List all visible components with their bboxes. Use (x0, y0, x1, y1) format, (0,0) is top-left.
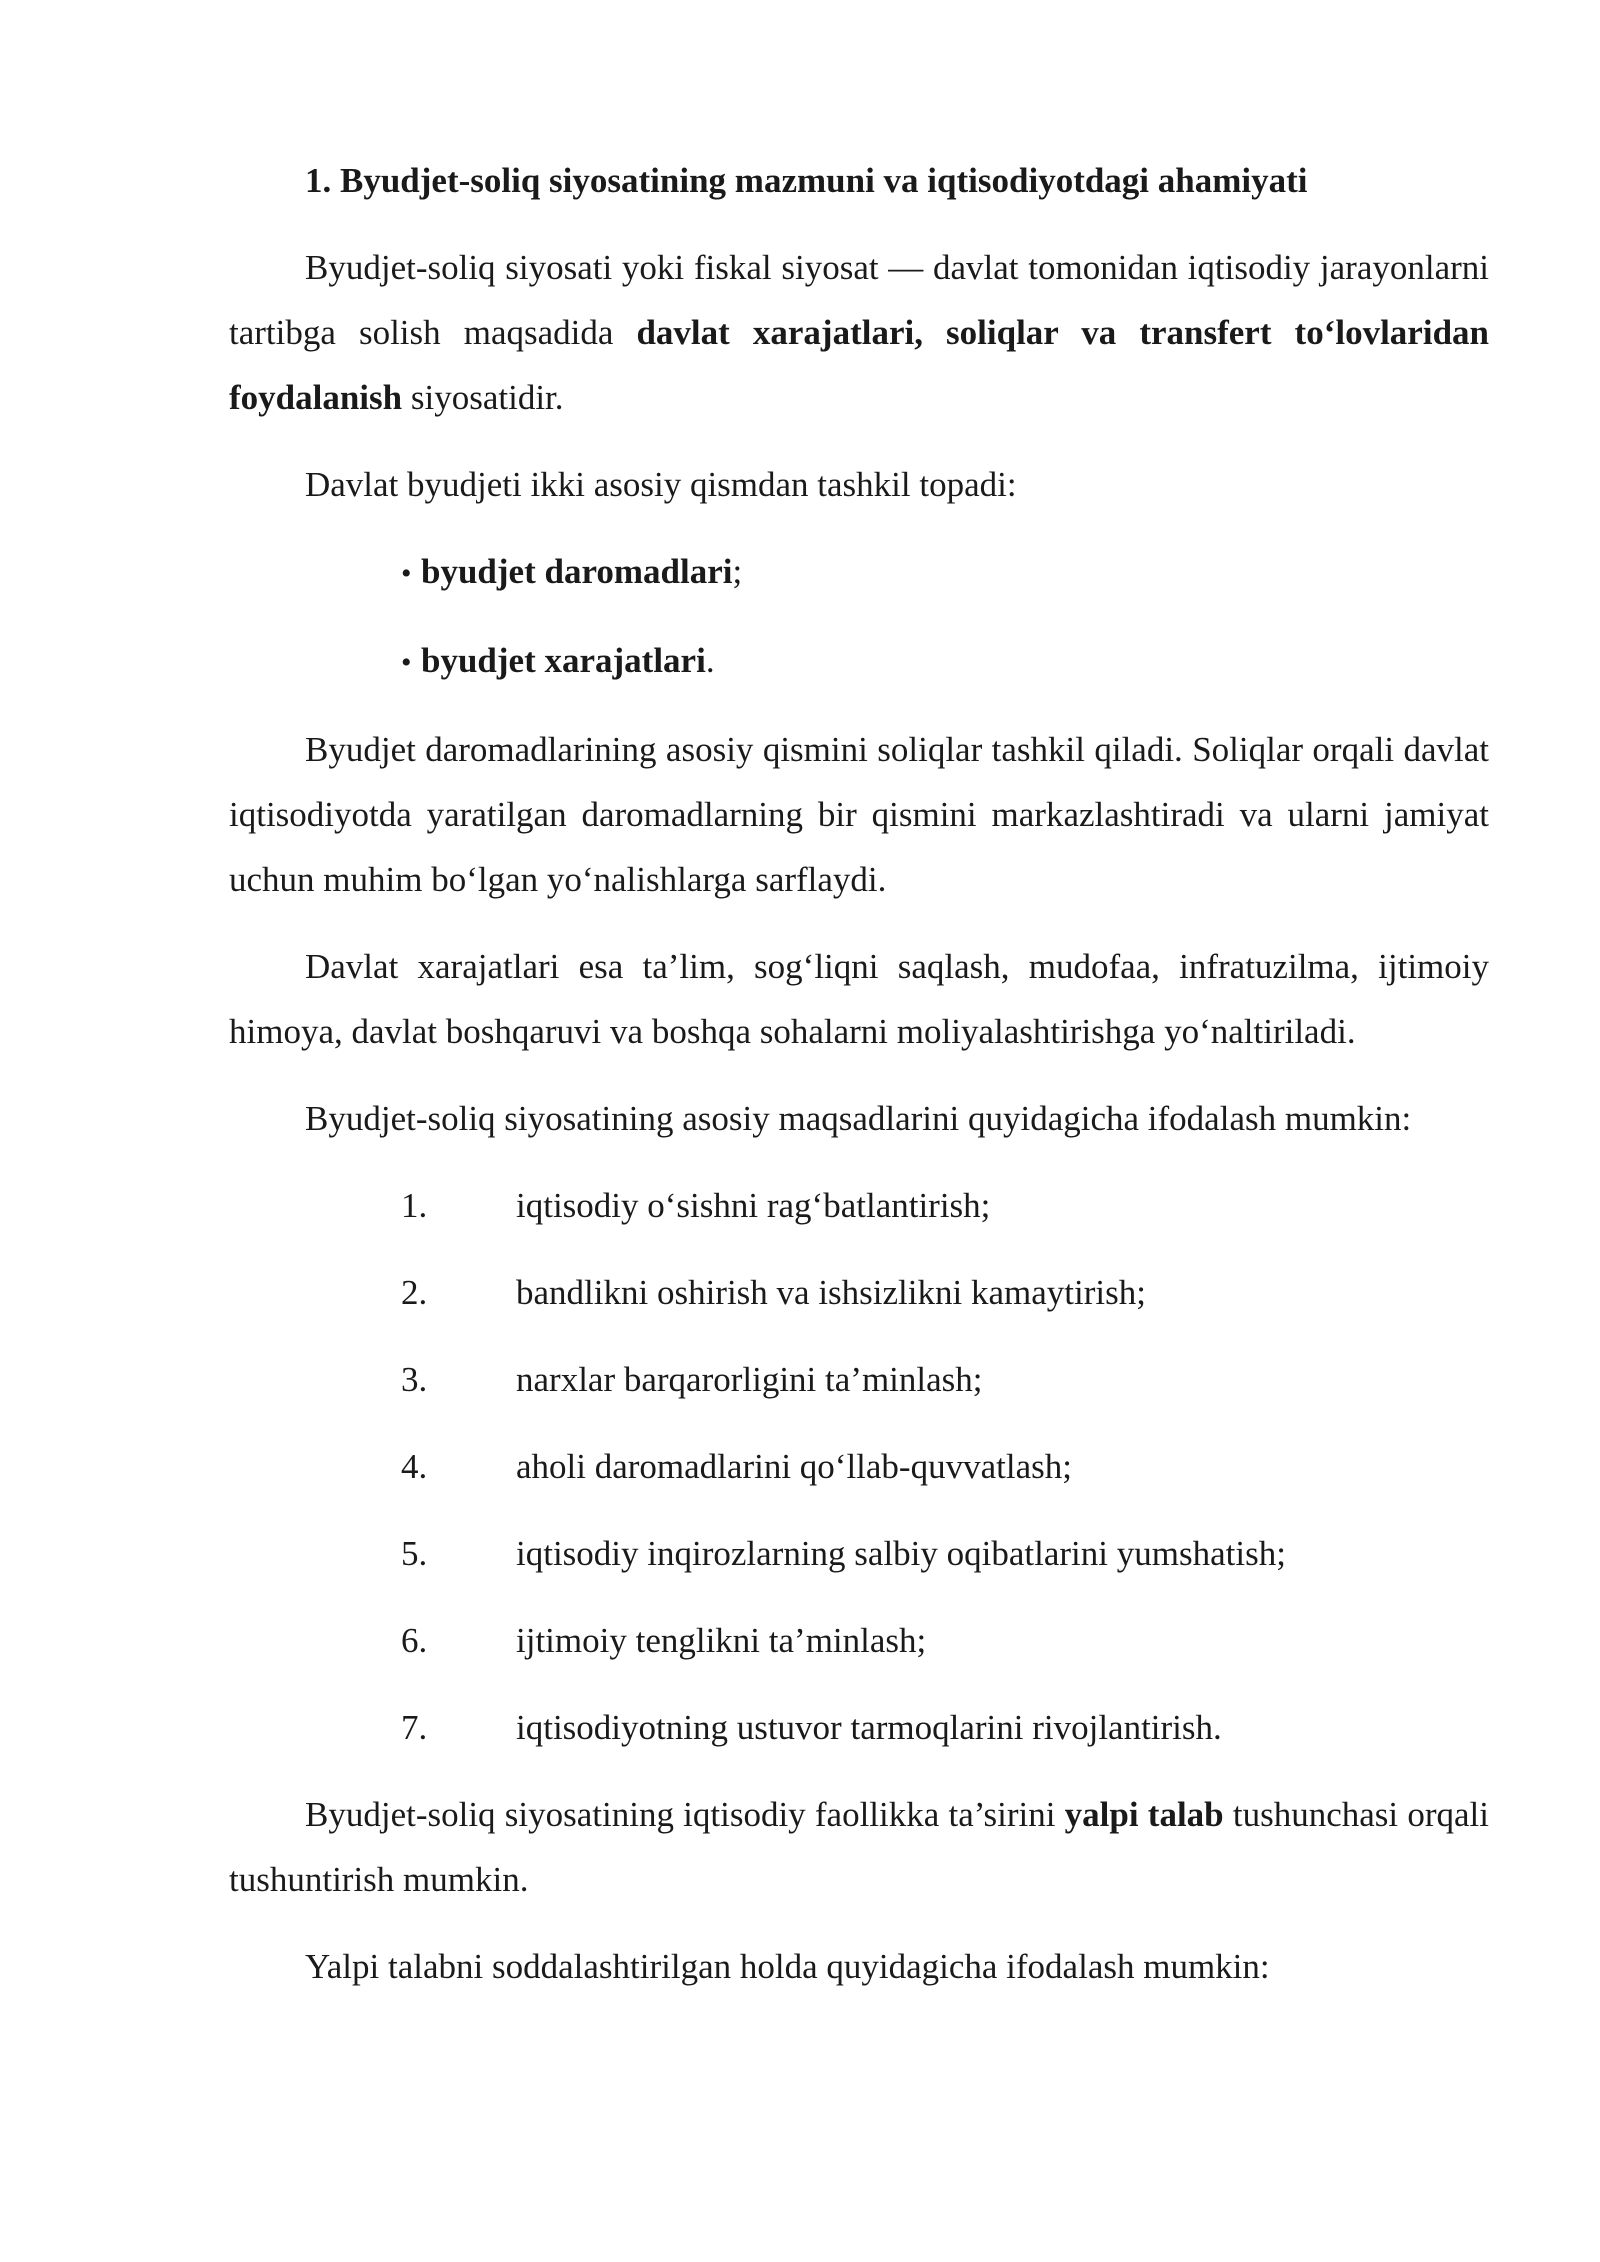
paragraph-aggregate-demand (229, 1782, 1489, 1912)
list-item (229, 1260, 1489, 1325)
paragraph-aggregate-demand-formula-intro: Yalpi talabni soddalashtirilgan holda quyidagicha ifodalash mumkin: (305, 1947, 1270, 1986)
list-item-number: 3. (401, 1360, 428, 1399)
bullet-icon: • (401, 646, 412, 679)
list-item-text: narxlar barqarorligini ta’minlash; (516, 1360, 983, 1399)
paragraph-goals-intro: Byudjet-soliq siyosatining asosiy maqsadlarini quyidagicha ifodalash mumkin: (305, 1099, 1412, 1138)
paragraph-state-expenditures: Davlat xarajatlari esa ta’lim, sog‘liqni saqlash, mudofaa, infratuzilma, ijtimoiy himoya, davlat boshqaruvi va boshqa sohalarni moliyalashtirishga yo‘naltiriladi. (229, 947, 1489, 1051)
paragraph-text: tushunchasi orqali tushuntirish mumkin. (229, 1795, 1489, 1899)
list-item (229, 1608, 1489, 1673)
list-item (229, 1695, 1489, 1760)
list-item-punctuation: ; (732, 552, 743, 591)
list-item-number: 6. (401, 1621, 428, 1660)
list-item-punctuation: . (705, 641, 715, 680)
goals-list (229, 1173, 1489, 1760)
budget-parts-list (229, 539, 1489, 695)
paragraph-text: Byudjet-soliq siyosati yoki fiskal siyosat — davlat tomonidan iqtisodiy jarayonlarni tartibga solish maqsadida (229, 248, 1489, 352)
paragraph-budget-revenues: Byudjet daromadlarining asosiy qismini soliqlar tashkil qiladi. Soliqlar orqali davlat iqtisodiyotda yaratilgan daromadlarning bir qismini markazlashtiradi va ularni jamiyat uchun muhim bo‘lgan yo‘nalishlarga sarflaydi. (229, 730, 1489, 899)
paragraph-text: siyosatidir. (402, 378, 564, 417)
bullet-icon: • (401, 557, 412, 590)
list-item-text: aholi daromadlarini qo‘llab-quvvatlash; (516, 1447, 1072, 1486)
list-item-text: ijtimoiy tenglikni ta’minlash; (516, 1621, 927, 1660)
list-item (229, 1434, 1489, 1499)
list-item (229, 1173, 1489, 1238)
list-item-number: 1. (401, 1186, 428, 1225)
paragraph-bold-text: davlat xarajatlari, soliqlar va transfert to‘lovlaridan foydalanish (229, 313, 1489, 417)
list-item-text: iqtisodiyotning ustuvor tarmoqlarini rivojlantirish. (516, 1708, 1222, 1747)
paragraph-text: Byudjet-soliq siyosatining iqtisodiy faollikka ta’sirini (305, 1795, 1065, 1834)
paragraph-budget-parts: Davlat byudjeti ikki asosiy qismdan tashkil topadi: (305, 465, 1017, 504)
list-item (229, 1521, 1489, 1586)
list-item-bold-text: byudjet daromadlari (421, 552, 733, 591)
section-heading: 1. Byudjet-soliq siyosatining mazmuni va iqtisodiyotdagi ahamiyati (305, 161, 1308, 200)
list-item (229, 539, 1489, 606)
list-item-text: iqtisodiy inqirozlarning salbiy oqibatlarini yumshatish; (516, 1534, 1286, 1573)
list-item-number: 4. (401, 1447, 428, 1486)
list-item (229, 628, 1489, 695)
paragraph-fiscal-policy-definition (229, 235, 1489, 430)
document-body (229, 148, 1489, 2021)
list-item-text: iqtisodiy o‘sishni rag‘batlantirish; (516, 1186, 991, 1225)
list-item-number: 7. (401, 1708, 428, 1747)
list-item-number: 5. (401, 1534, 428, 1573)
list-item-text: bandlikni oshirish va ishsizlikni kamaytirish; (516, 1273, 1146, 1312)
list-item-number: 2. (401, 1273, 428, 1312)
list-item (229, 1347, 1489, 1412)
list-item-bold-text: byudjet xarajatlari (421, 641, 706, 680)
paragraph-bold-text: yalpi talab (1064, 1795, 1224, 1834)
